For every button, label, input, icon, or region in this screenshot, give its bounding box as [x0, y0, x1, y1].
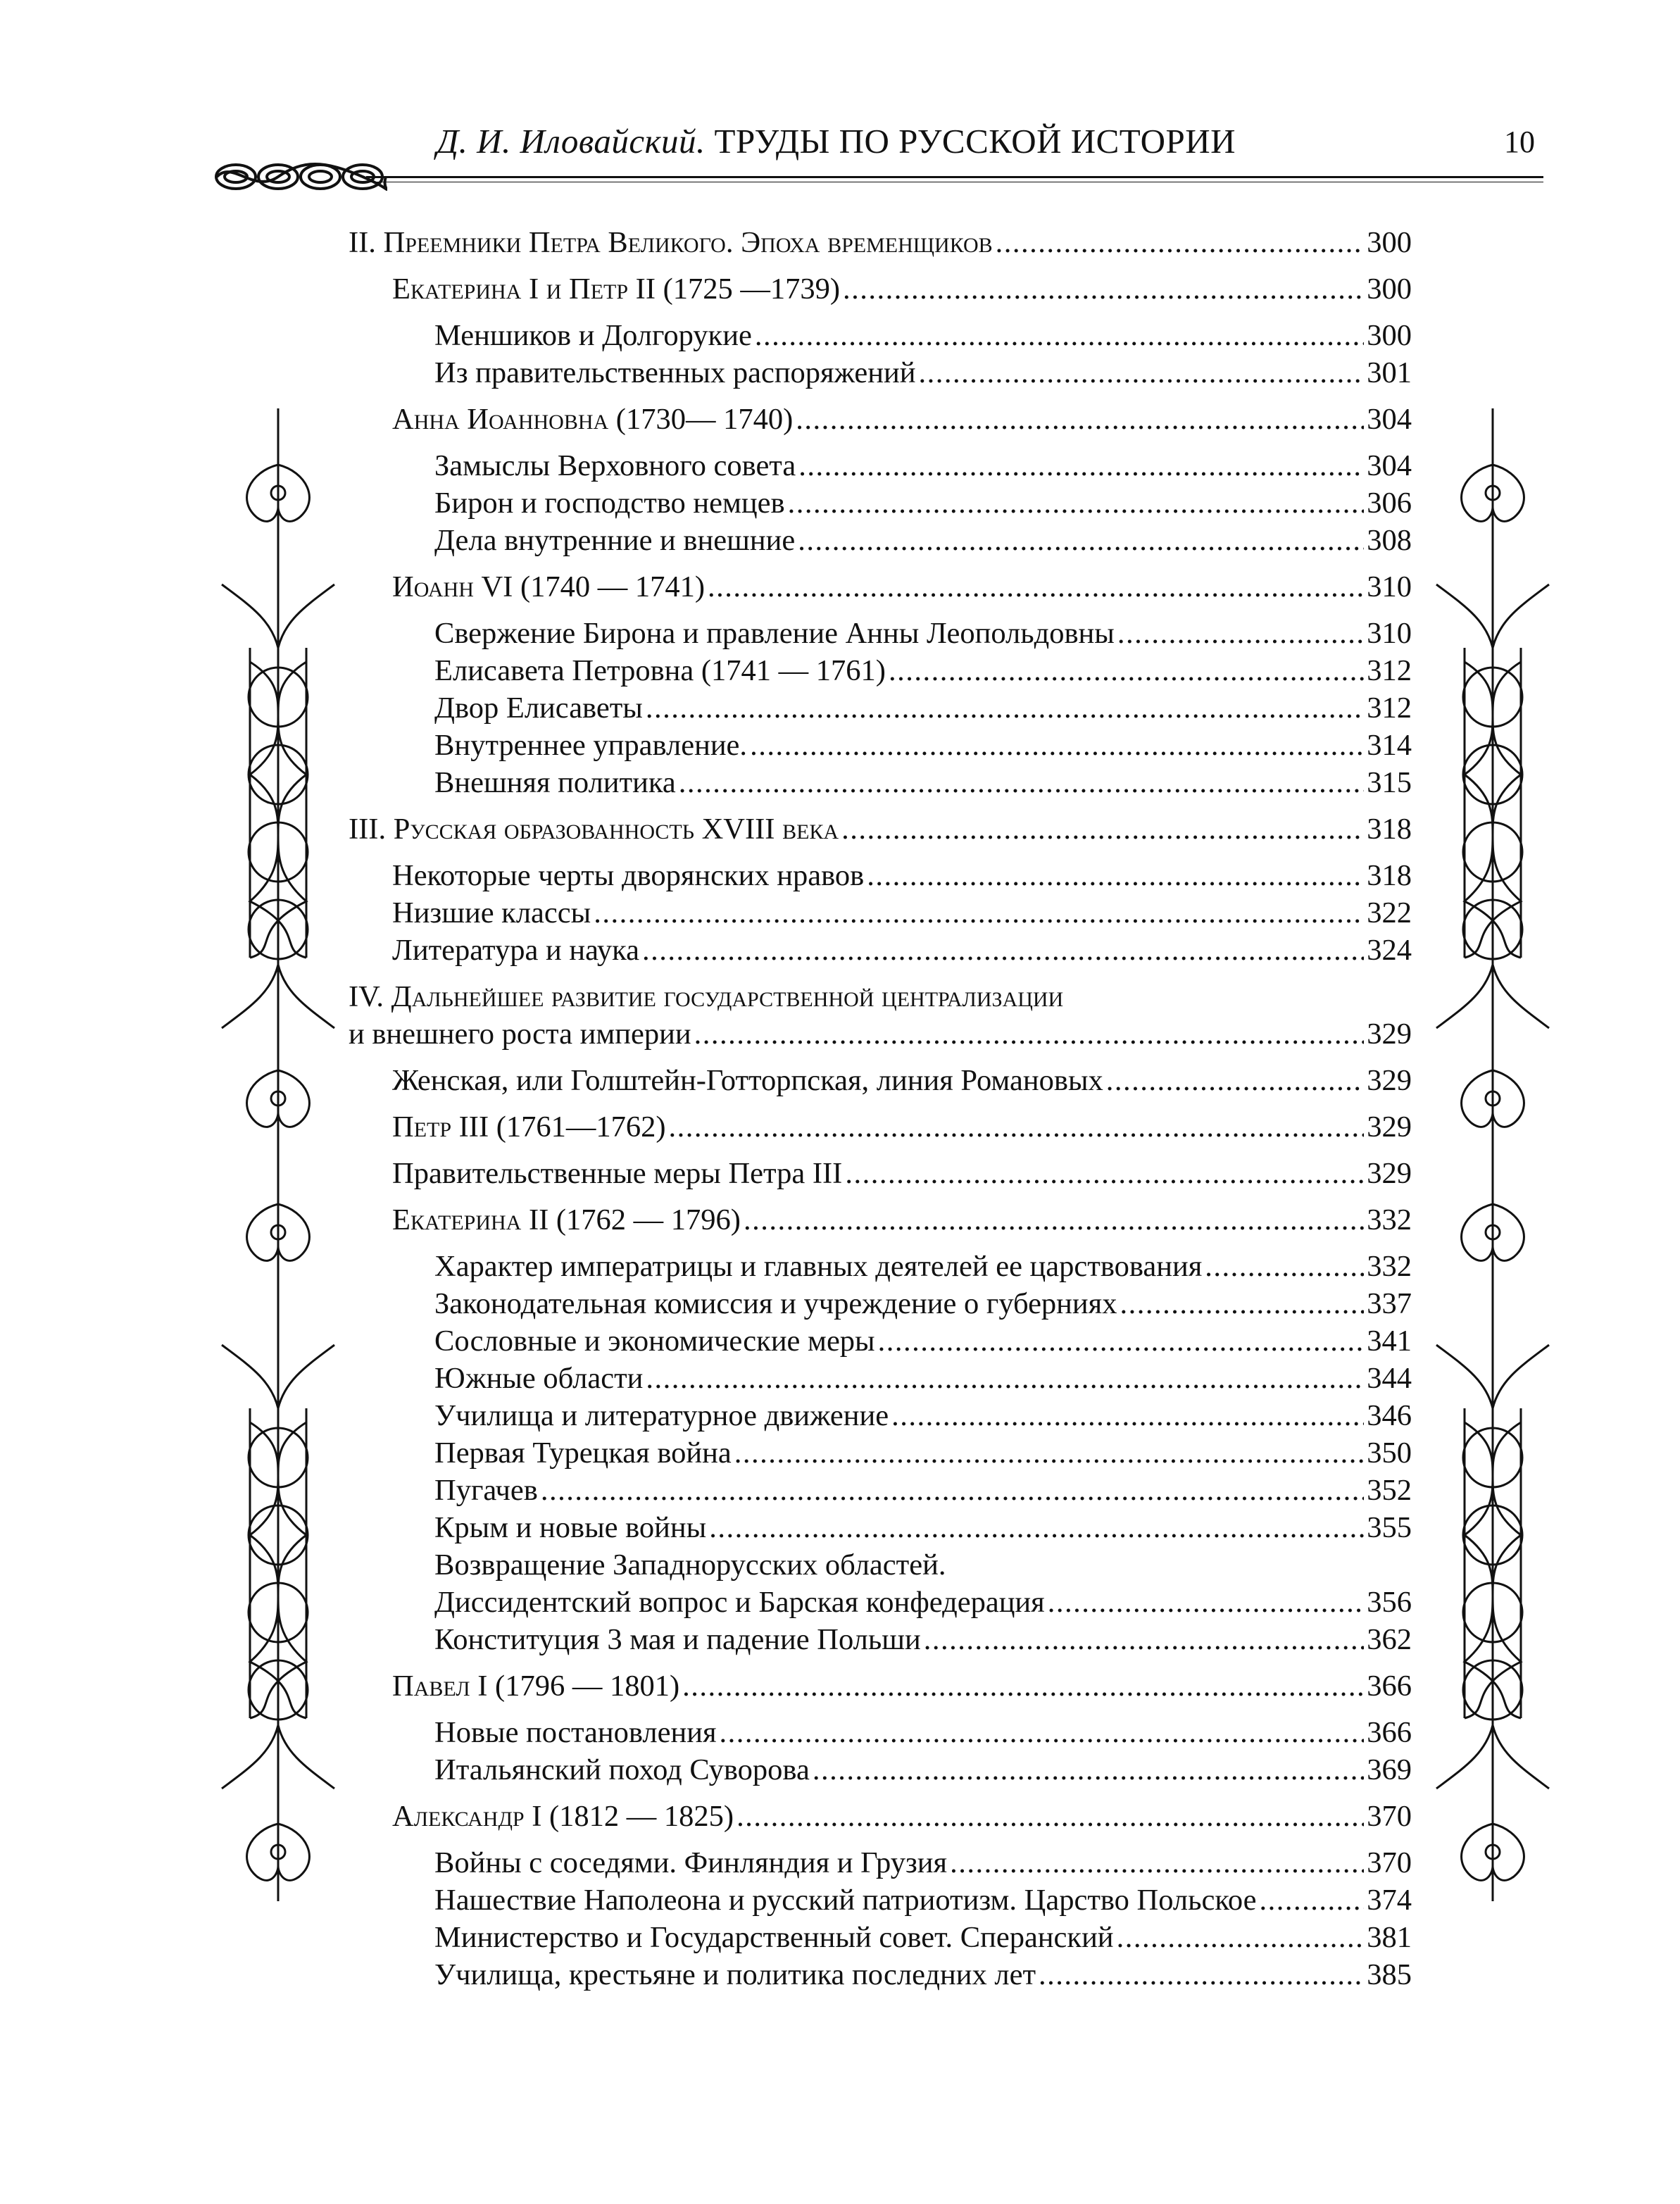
toc-entry-page: 352 — [1367, 1474, 1412, 1507]
toc-entry-title: Войны с соседями. Финляндия и Грузия — [434, 1846, 948, 1879]
leader-dots — [1048, 1584, 1365, 1621]
leader-dots — [950, 1844, 1364, 1881]
toc-entry-page: 369 — [1367, 1753, 1412, 1786]
toc-entry-title: Конституция 3 мая и падение Польши — [434, 1623, 921, 1656]
toc-entry-title: Литература и наука — [392, 934, 639, 967]
toc-entry-page: 370 — [1367, 1800, 1412, 1833]
toc-entry — [349, 401, 1412, 438]
toc-entry-title: Крым и новые войны — [434, 1511, 707, 1544]
toc-entry — [349, 1621, 1412, 1658]
toc-entry-page: 329 — [1367, 1157, 1412, 1190]
leader-dots — [798, 522, 1364, 559]
leader-dots — [1120, 1285, 1364, 1322]
toc-entry-title: Правительственные меры Петра III — [392, 1157, 843, 1190]
leader-dots — [1106, 1062, 1364, 1099]
leader-dots — [843, 270, 1364, 308]
toc-entry-page: 304 — [1367, 403, 1412, 436]
book-title: ТРУДЫ ПО РУССКОЙ ИСТОРИИ — [714, 122, 1236, 161]
toc-entry-title: Анна Иоанновна (1730— 1740) — [392, 403, 794, 436]
toc-entry — [349, 978, 1412, 1015]
toc-entry-title: Дела внутренние и внешние — [434, 524, 796, 557]
toc-entry-page: 341 — [1367, 1325, 1412, 1358]
leader-dots — [1205, 1248, 1364, 1285]
leader-dots — [682, 1667, 1364, 1705]
leader-dots — [924, 1621, 1365, 1658]
toc-entry-title: Училища и литературное движение — [434, 1399, 889, 1432]
toc-entry-page: 304 — [1367, 449, 1412, 482]
toc-entry-title: Училища, крестьяне и политика последних лет — [434, 1958, 1036, 1991]
toc-entry-page: 329 — [1367, 1110, 1412, 1144]
leader-dots — [996, 224, 1365, 261]
toc-entry-title: Иоанн VI (1740 — 1741) — [392, 570, 706, 603]
leader-dots — [878, 1322, 1365, 1360]
toc-entry-page: 355 — [1367, 1511, 1412, 1544]
toc-entry-title: Первая Турецкая война — [434, 1436, 732, 1470]
toc-entry — [349, 1062, 1412, 1099]
toc-entry-page: 310 — [1367, 617, 1412, 650]
toc-entry-page: 329 — [1367, 1064, 1412, 1097]
toc-entry — [349, 224, 1412, 261]
toc-entry-title: Диссидентский вопрос и Барская конфедерация — [434, 1586, 1045, 1619]
toc-entry — [349, 1956, 1412, 1993]
toc-entry — [349, 1798, 1412, 1835]
toc-entry — [349, 615, 1412, 652]
toc-entry — [349, 1844, 1412, 1881]
leader-dots — [646, 689, 1364, 727]
toc-entry-page: 385 — [1367, 1958, 1412, 1991]
leader-dots — [755, 317, 1364, 354]
toc-entry-title: Законодательная комиссия и учреждение о губерниях — [434, 1287, 1117, 1320]
toc-entry-page: 381 — [1367, 1921, 1412, 1954]
toc-entry — [349, 1714, 1412, 1751]
toc-entry — [349, 652, 1412, 689]
leader-dots — [736, 1798, 1364, 1835]
toc-entry — [349, 1509, 1412, 1546]
toc-entry — [349, 1881, 1412, 1919]
toc-entry — [349, 1434, 1412, 1472]
toc-entry-title: Павел I (1796 — 1801) — [392, 1670, 680, 1703]
toc-entry-page: 300 — [1367, 319, 1412, 352]
toc-entry — [349, 932, 1412, 969]
leader-dots — [1260, 1881, 1365, 1919]
leader-dots — [1117, 615, 1364, 652]
toc-entry — [349, 1322, 1412, 1360]
toc-entry — [349, 1155, 1412, 1192]
toc-entry — [349, 1472, 1412, 1509]
toc-entry-title: Характер императрицы и главных деятелей ее царствования — [434, 1250, 1203, 1283]
left-ornamental-border-icon — [208, 394, 349, 1915]
toc-entry — [349, 1285, 1412, 1322]
leader-dots — [919, 354, 1365, 392]
leader-dots — [841, 810, 1364, 848]
leader-dots — [594, 894, 1364, 932]
toc-entry-page: 356 — [1367, 1586, 1412, 1619]
toc-entry — [349, 727, 1412, 764]
toc-entry-page: 310 — [1367, 570, 1412, 603]
leader-dots — [889, 652, 1364, 689]
toc-entry-page: 306 — [1367, 487, 1412, 520]
toc-entry-title: Из правительственных распоряжений — [434, 356, 916, 389]
toc-entry — [349, 810, 1412, 848]
toc-entry-page: 300 — [1367, 273, 1412, 306]
toc-entry-page: 322 — [1367, 896, 1412, 929]
leader-dots — [679, 764, 1365, 801]
toc-entry — [349, 1397, 1412, 1434]
toc-entry-title: и внешнего роста империи — [349, 1018, 691, 1051]
leader-dots — [744, 1201, 1364, 1239]
toc-entry-page: 332 — [1367, 1250, 1412, 1283]
leader-dots — [1039, 1956, 1364, 1993]
toc-entry-title: Внешняя политика — [434, 766, 676, 799]
right-ornamental-border-icon — [1422, 394, 1563, 1915]
toc-entry-page: 344 — [1367, 1362, 1412, 1395]
toc-entry-page: 362 — [1367, 1623, 1412, 1656]
toc-entry — [349, 568, 1412, 606]
running-head — [437, 121, 1236, 161]
page-header — [0, 0, 1680, 211]
page-number: 10 — [1504, 125, 1535, 159]
toc-entry-title: Александр I (1812 — 1825) — [392, 1800, 734, 1833]
toc-entry-title: Замыслы Верховного совета — [434, 449, 796, 482]
toc-entry-title: Внутреннее управление. — [434, 729, 748, 762]
toc-entry-page: 366 — [1367, 1670, 1412, 1703]
toc-entry — [349, 689, 1412, 727]
leader-dots — [709, 1509, 1364, 1546]
toc-entry-page: 374 — [1367, 1884, 1412, 1917]
leader-dots — [708, 568, 1364, 606]
toc-entry — [349, 522, 1412, 559]
leader-dots — [669, 1108, 1365, 1146]
leader-dots — [734, 1434, 1365, 1472]
toc-entry — [349, 1751, 1412, 1789]
leader-dots — [813, 1751, 1364, 1789]
toc-entry-title: III. Русская образованность XVIII века — [349, 813, 839, 846]
leader-dots — [541, 1472, 1364, 1509]
toc-entry-title: Женская, или Голштейн-Готторпская, линия Романовых — [392, 1064, 1103, 1097]
toc-entry-title: Новые постановления — [434, 1716, 717, 1749]
toc-entry — [349, 1360, 1412, 1397]
toc-entry-title: Екатерина I и Петр II (1725 —1739) — [392, 273, 841, 306]
toc-entry-page: 318 — [1367, 859, 1412, 892]
toc-entry-title: Возвращение Западнорусских областей. — [434, 1548, 946, 1582]
toc-entry — [349, 317, 1412, 354]
toc-entry-page: 329 — [1367, 1018, 1412, 1051]
toc-entry — [349, 1919, 1412, 1956]
toc-entry-title: Свержение Бирона и правление Анны Леопольдовны — [434, 617, 1115, 650]
toc-entry-page: 300 — [1367, 226, 1412, 259]
toc-entry-title: Нашествие Наполеона и русский патриотизм. Царство Польское — [434, 1884, 1257, 1917]
toc-entry-page: 315 — [1367, 766, 1412, 799]
toc-entry — [349, 894, 1412, 932]
toc-entry-page: 366 — [1367, 1716, 1412, 1749]
toc-entry-page: 308 — [1367, 524, 1412, 557]
leader-dots — [788, 484, 1365, 522]
toc-entry-title: Низшие классы — [392, 896, 591, 929]
toc-entry-page: 332 — [1367, 1203, 1412, 1236]
toc-entry-title: Итальянский поход Суворова — [434, 1753, 810, 1786]
toc-entry-title: IV. Дальнейшее развитие государственной централизации — [349, 980, 1064, 1013]
toc-entry-title: II. Преемники Петра Великого. Эпоха временщиков — [349, 226, 993, 259]
toc-entry-page: 312 — [1367, 691, 1412, 725]
toc-entry — [349, 857, 1412, 894]
leader-dots — [891, 1397, 1364, 1434]
toc-entry-page: 337 — [1367, 1287, 1412, 1320]
toc-entry-page: 350 — [1367, 1436, 1412, 1470]
toc-entry — [349, 1201, 1412, 1239]
knot-ornament-icon — [211, 158, 387, 195]
toc-entry — [349, 1667, 1412, 1705]
toc-entry-title: Южные области — [434, 1362, 644, 1395]
toc-entry — [349, 484, 1412, 522]
leader-dots — [720, 1714, 1365, 1751]
toc-entry — [349, 1584, 1412, 1621]
leader-dots — [798, 447, 1364, 484]
leader-dots — [867, 857, 1364, 894]
table-of-contents — [349, 224, 1412, 1993]
toc-entry-page: 346 — [1367, 1399, 1412, 1432]
toc-entry-title: Пугачев — [434, 1474, 538, 1507]
toc-entry-title: Двор Елисаветы — [434, 691, 643, 725]
toc-entry-page: 314 — [1367, 729, 1412, 762]
leader-dots — [642, 932, 1364, 969]
toc-entry — [349, 447, 1412, 484]
toc-entry — [349, 1248, 1412, 1285]
leader-dots — [1117, 1919, 1365, 1956]
toc-entry-page: 324 — [1367, 934, 1412, 967]
toc-entry — [349, 354, 1412, 392]
toc-entry-page: 370 — [1367, 1846, 1412, 1879]
author-name: Д. И. Иловайский. — [437, 122, 706, 161]
toc-entry — [349, 1108, 1412, 1146]
toc-entry-title: Екатерина II (1762 — 1796) — [392, 1203, 741, 1236]
toc-entry-title: Петр III (1761—1762) — [392, 1110, 666, 1144]
toc-entry — [349, 270, 1412, 308]
leader-dots — [750, 727, 1364, 764]
leader-dots — [845, 1155, 1364, 1192]
leader-dots — [646, 1360, 1364, 1397]
toc-entry — [349, 1015, 1412, 1053]
leader-dots — [796, 401, 1364, 438]
leader-dots — [694, 1015, 1365, 1053]
toc-entry-page: 301 — [1367, 356, 1412, 389]
toc-entry — [349, 1546, 1412, 1584]
toc-entry-page: 312 — [1367, 654, 1412, 687]
header-rule — [366, 176, 1543, 178]
toc-entry-title: Меншиков и Долгорукие — [434, 319, 752, 352]
toc-entry-title: Сословные и экономические меры — [434, 1325, 875, 1358]
toc-entry — [349, 764, 1412, 801]
toc-entry-page: 318 — [1367, 813, 1412, 846]
toc-entry-title: Бирон и господство немцев — [434, 487, 785, 520]
toc-entry-title: Министерство и Государственный совет. Сперанский — [434, 1921, 1114, 1954]
toc-entry-title: Елисавета Петровна (1741 — 1761) — [434, 654, 886, 687]
toc-entry-title: Некоторые черты дворянских нравов — [392, 859, 865, 892]
